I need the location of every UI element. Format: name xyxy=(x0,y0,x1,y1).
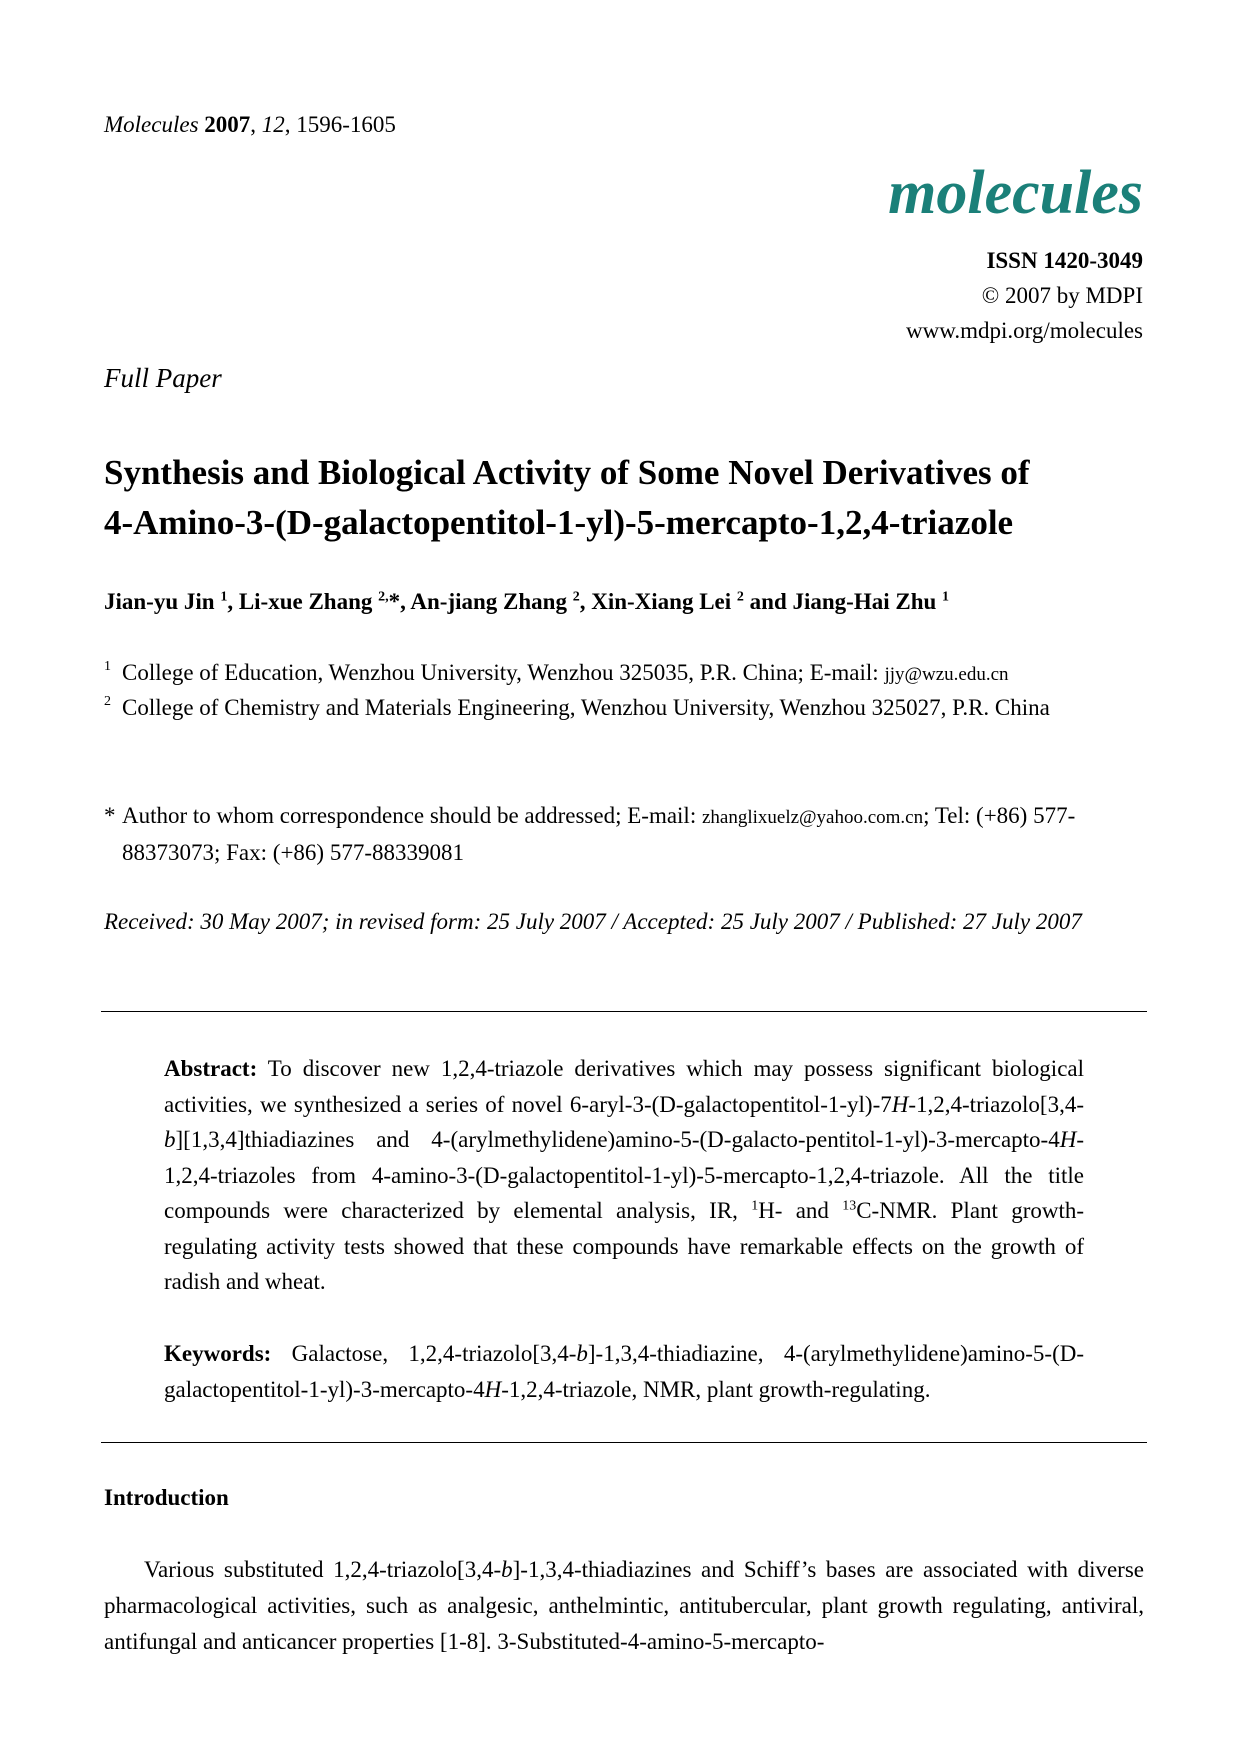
keywords-label: Keywords: xyxy=(164,1341,272,1366)
affiliation-2 xyxy=(104,690,1148,725)
affiliation-email[interactable]: jjy@wzu.edu.cn xyxy=(884,664,1009,685)
journal-pages: 1596-1605 xyxy=(296,112,396,137)
author-affiliation-mark: 2 xyxy=(572,589,580,605)
divider-top xyxy=(101,1011,1147,1012)
author-list: Jian-yu Jin $^1$, Li-xue Zhang $^{2,}$*, An-jiang Zhang $^2$, Xin-Xiang Lei $^2$ and Jiang-Hai Zhu $^1$ xyxy=(104,589,950,614)
author-name: Li-xue Zhang xyxy=(238,589,373,614)
affiliation-number: 1 xyxy=(104,659,111,674)
affiliation-text: College of Chemistry and Materials Engineering, Wenzhou University, Wenzhou 325027, P.R. China xyxy=(122,695,1050,720)
author-affiliation-mark: 2 xyxy=(736,589,744,605)
abstract: Abstract: To discover new 1,2,4-triazole derivatives which may possess significant biological activities, we synthesized a series of novel 6-aryl-3-(D-galactopentitol-1-yl)-7H-1,2,4-triazolo[3,4-b][1,3,4]thiadiazines and 4-(arylmethylidene)amino-5-(D-galacto-pentitol-1-yl)-3-mercapto-4H-1,2,4-triazoles from 4-amino-3-(D-galactopentitol-1-yl)-5-mercapto-1,2,4-triazole. All the title compounds were characterized by elemental analysis, IR, $^1$H- and $^{13}$C-NMR. Plant growth-regulating activity tests showed that these compounds have remarkable effects on the growth of radish and wheat. xyxy=(164,1056,1085,1294)
affiliation-number: 2 xyxy=(104,694,111,709)
title-line-2: 4-Amino-3-(D-galactopentitol-1-yl)-5-mercapto-1,2,4-triazole xyxy=(104,503,1014,542)
corresponding-mark: * xyxy=(388,589,401,614)
author-name: Jiang-Hai Zhu xyxy=(792,589,937,614)
copyright: © 2007 by MDPI xyxy=(981,283,1143,308)
journal-name: Molecules xyxy=(104,112,199,137)
author-name: Jian-yu Jin xyxy=(104,589,215,614)
issn: ISSN 1420-3049 xyxy=(986,248,1143,273)
correspondence-note: * Author to whom correspondence should be addressed; E-mail: zhanglixuelz@yahoo.com.cn; Tel: (+86) 577-88373073; Fax: (+86) 577-88339081 xyxy=(104,798,1148,870)
section-heading-introduction: Introduction xyxy=(104,1485,229,1510)
introduction-paragraph: Various substituted 1,2,4-triazolo[3,4-b]-1,3,4-thiadiazines and Schiff’s bases are associated with diverse pharmacological activities, such as analgesic, anthelmintic, antitubercular, plant growth regulating, antiviral, antifungal and anticancer properties [1-8]. 3-Substituted-4-amino-5-mercapto- xyxy=(104,1557,1144,1654)
author-name: An-jiang Zhang xyxy=(410,589,567,614)
website-link[interactable]: www.mdpi.org/molecules xyxy=(906,318,1143,343)
affiliation-text: College of Education, Wenzhou University, Wenzhou 325035, P.R. China; E-mail: xyxy=(122,660,885,685)
journal-logo: molecules xyxy=(888,159,1143,227)
paper-type: Full Paper xyxy=(104,363,222,393)
issn-block xyxy=(906,243,1143,348)
affiliation-1 xyxy=(104,655,1148,692)
journal-volume: 12 xyxy=(261,112,285,137)
author-affiliation-mark: 1 xyxy=(220,589,228,605)
abstract-label: Abstract: xyxy=(164,1056,258,1081)
journal-year: 2007 xyxy=(204,112,251,137)
title-line-1: Synthesis and Biological Activity of Some Novel Derivatives of xyxy=(104,453,1030,492)
divider-bottom xyxy=(101,1442,1147,1443)
paper-title xyxy=(104,448,1144,548)
author-affiliation-mark: 2, xyxy=(378,589,389,605)
author-affiliation-mark: 1 xyxy=(942,589,950,605)
keywords: Keywords: Galactose, 1,2,4-triazolo[3,4-b]-1,3,4-thiadiazine, 4-(arylmethylidene)amino-5-(D-galactopentitol-1-yl)-3-mercapto-4H-1,2,4-triazole, NMR, plant growth-regulating. xyxy=(164,1341,1084,1402)
corresponding-star: * xyxy=(104,803,116,828)
author-name: Xin-Xiang Lei xyxy=(591,589,732,614)
correspondence-email[interactable]: zhanglixuelz@yahoo.com.cn xyxy=(701,807,924,828)
publication-dates: Received: 30 May 2007; in revised form: 25 July 2007 / Accepted: 25 July 2007 / Published: 27 July 2007 xyxy=(104,909,1082,934)
journal-citation: Molecules 2007, 12, 1596-1605 xyxy=(104,112,396,137)
